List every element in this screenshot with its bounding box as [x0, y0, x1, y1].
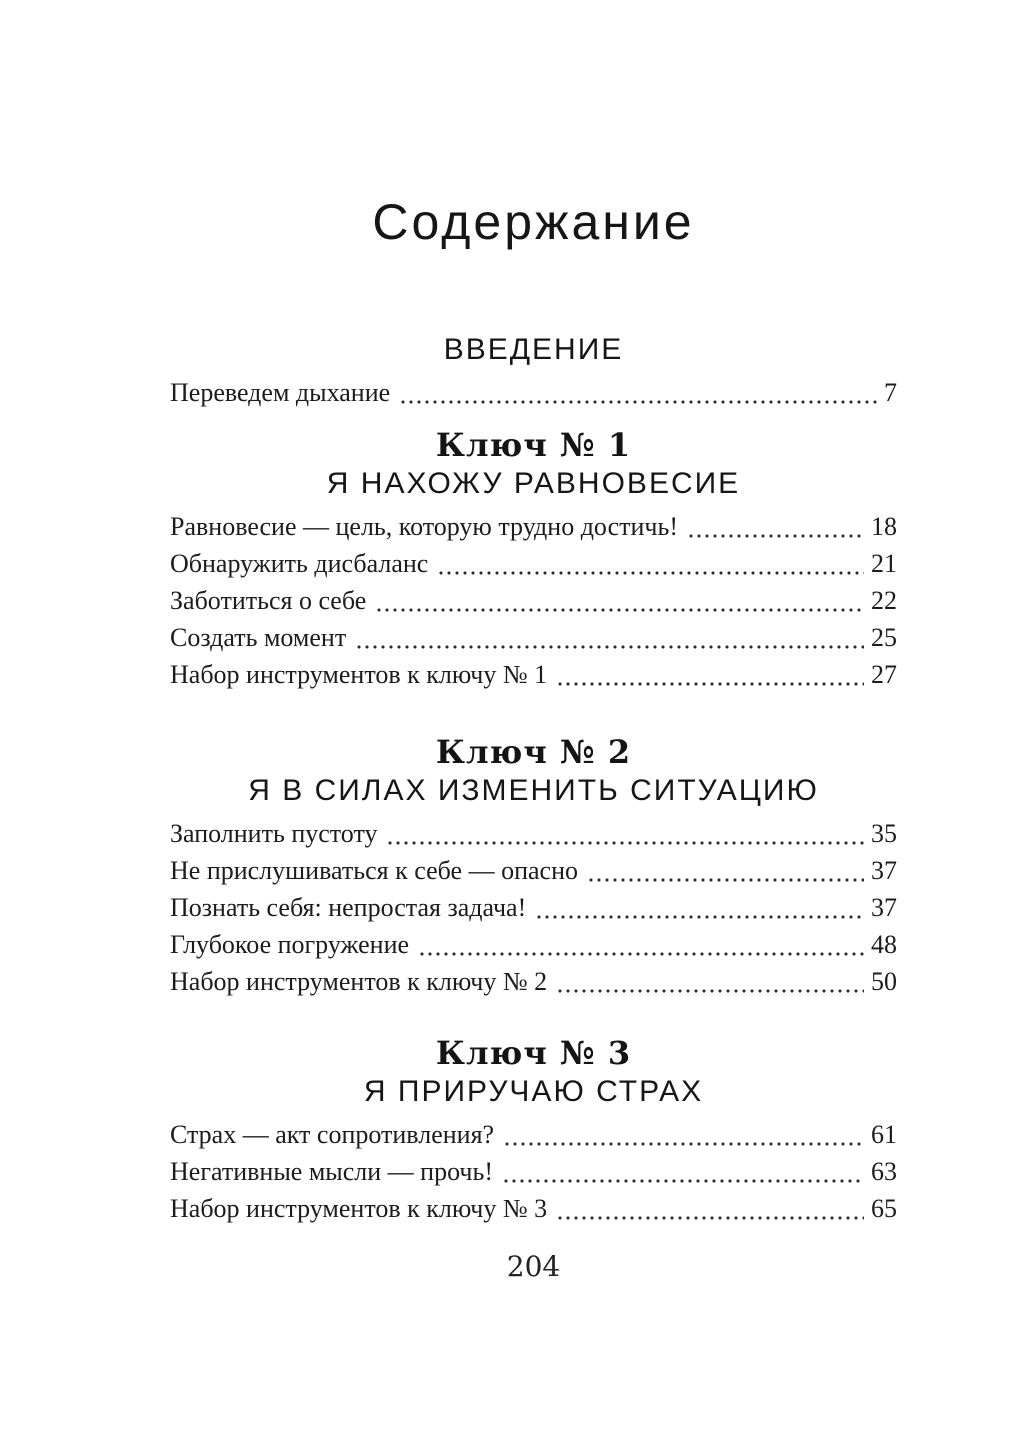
toc-entry [170, 582, 897, 619]
dot-leader [399, 400, 877, 404]
dot-leader [437, 571, 864, 575]
toc-entry [170, 656, 897, 693]
toc-entry-label: Страх — акт сопротивления? [170, 1120, 495, 1149]
folio-page-number: 204 [506, 1250, 561, 1283]
toc-entry-page: 63 [871, 1157, 897, 1186]
toc-entry-label: Набор инструментов к ключу № 1 [170, 660, 548, 689]
page-title: Содержание [372, 194, 695, 250]
toc-entry-label: Заполнить пустоту [170, 819, 378, 848]
toc-entry [170, 852, 897, 889]
dot-leader [535, 915, 864, 919]
toc-entry-page: 37 [871, 893, 897, 922]
toc-entry-page: 18 [871, 512, 897, 541]
toc-entries [170, 815, 897, 1000]
toc-entry-page: 21 [871, 549, 897, 578]
dot-leader [556, 1216, 864, 1220]
toc-entry-label: Переведем дыхание [170, 378, 391, 407]
section-subheading: Я В СИЛАХ ИЗМЕНИТЬ СИТУАЦИЮ [248, 774, 819, 807]
toc-section-key-2 [170, 732, 897, 1000]
toc-entry-label: Создать момент [170, 623, 347, 652]
toc-entry-label: Равновесие — цель, которую трудно достичь! [170, 512, 678, 541]
toc-entry [170, 889, 897, 926]
toc-entries [170, 374, 897, 411]
toc-entry-page: 25 [871, 623, 897, 652]
section-heading: Ключ № 2 [435, 733, 632, 771]
section-heading: Ключ № 3 [435, 1034, 632, 1072]
toc-entry-page: 7 [884, 378, 897, 407]
section-subheading: Я ПРИРУЧАЮ СТРАХ [363, 1075, 704, 1108]
dot-leader [556, 682, 864, 686]
toc-entry-page: 48 [871, 930, 897, 959]
toc-entry [170, 374, 897, 411]
toc-section-key-1 [170, 425, 897, 693]
toc-entry [170, 1190, 897, 1227]
toc-entry-label: Заботиться о себе [170, 586, 367, 615]
dot-leader [687, 534, 864, 538]
toc-entry [170, 926, 897, 963]
toc-section-key-3 [170, 1033, 897, 1227]
toc-entry-page: 65 [871, 1194, 897, 1223]
dot-leader [503, 1142, 864, 1146]
toc-entry-page: 50 [871, 967, 897, 996]
toc-entry [170, 815, 897, 852]
toc-entry [170, 508, 897, 545]
toc-entry-label: Обнаружить дисбаланс [170, 549, 429, 578]
toc-entries [170, 1116, 897, 1227]
toc-entry-page: 61 [871, 1120, 897, 1149]
dot-leader [587, 878, 864, 882]
dot-leader [375, 608, 864, 612]
toc-entry-label: Набор инструментов к ключу № 2 [170, 967, 548, 996]
section-heading: Ключ № 1 [435, 426, 632, 464]
toc-entry-label: Набор инструментов к ключу № 3 [170, 1194, 548, 1223]
toc-section-introduction [170, 333, 897, 411]
toc-entries [170, 508, 897, 693]
toc-entry [170, 963, 897, 1000]
toc-entry-page: 27 [871, 660, 897, 689]
dot-leader [418, 952, 864, 956]
toc-entry-label: Негативные мысли — прочь! [170, 1157, 494, 1186]
section-subheading: ВВЕДЕНИЕ [443, 333, 624, 366]
toc-entry [170, 619, 897, 656]
toc-entry-label: Глубокое погружение [170, 930, 410, 959]
toc-entry-page: 37 [871, 856, 897, 885]
toc-entry-page: 35 [871, 819, 897, 848]
section-subheading: Я НАХОЖУ РАВНОВЕСИЕ [326, 467, 741, 500]
toc-entry-page: 22 [871, 586, 897, 615]
dot-leader [386, 841, 864, 845]
dot-leader [355, 645, 864, 649]
toc-entry-label: Познать себя: непростая задача! [170, 893, 527, 922]
toc-entry [170, 1116, 897, 1153]
toc-entry [170, 1153, 897, 1190]
dot-leader [502, 1179, 864, 1183]
toc-entry-label: Не прислушиваться к себе — опасно [170, 856, 578, 885]
dot-leader [556, 989, 864, 993]
toc-entry [170, 545, 897, 582]
